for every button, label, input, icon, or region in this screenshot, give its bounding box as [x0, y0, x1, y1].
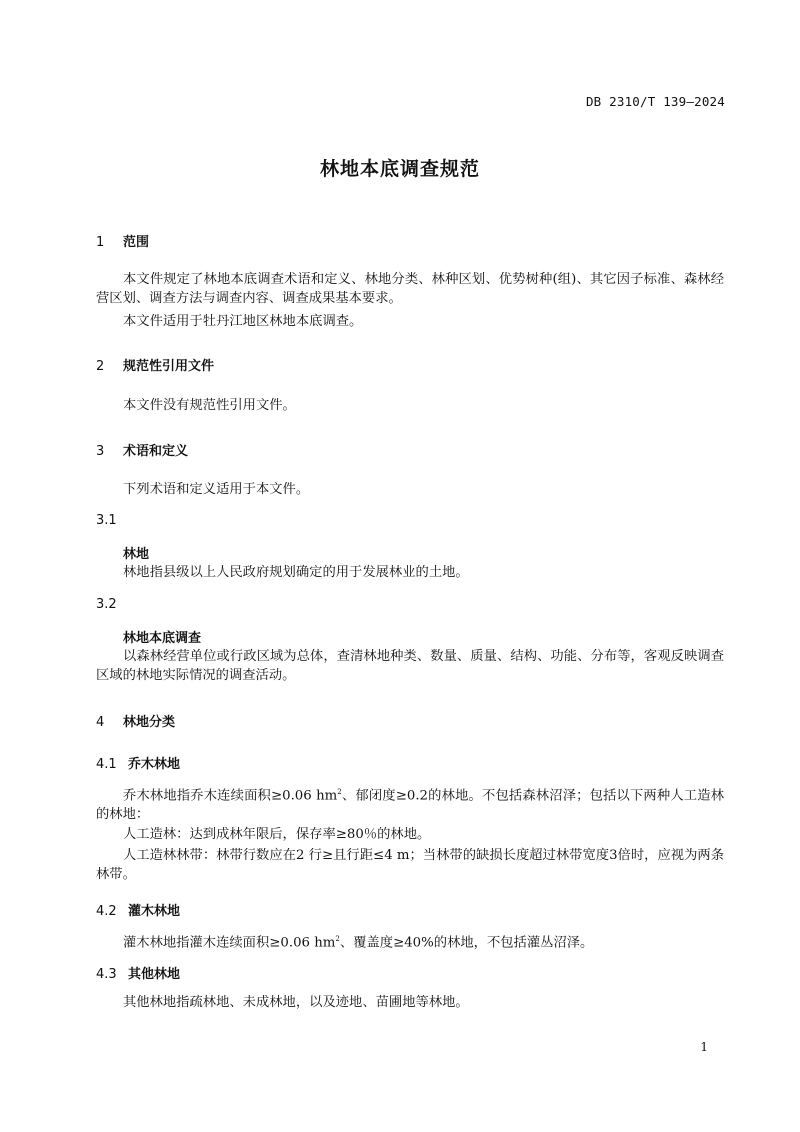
section-2-heading	[96, 355, 214, 374]
section-title: 灌木林地	[128, 904, 181, 919]
section-number: 4.3	[96, 967, 117, 982]
section-number: 4	[96, 715, 105, 730]
document-title: 林地本底调查规范	[319, 158, 480, 180]
term-3-1-number: 3.1	[96, 513, 117, 528]
superscript: 2	[335, 935, 340, 943]
term-3-1-definition: 林地指县级以上人民政府规划确定的用于发展林业的土地。	[123, 565, 469, 580]
section-4-2-paragraph-1: 灌木林地指灌木连续面积≥0.06 $hm^2$、覆盖度≥40%的林地，不包括灌丛沼泽。	[123, 935, 594, 951]
section-4-1-paragraph-2: 人工造林：达到成林年限后，保存率≥80％的林地。	[123, 827, 431, 842]
term-3-1-title: 林地	[123, 547, 150, 562]
section-title: 规范性引用文件	[123, 359, 215, 374]
section-4-1-paragraph-3: 人工造林林带：林带行数应在2 行≥且行距≤4 m；当林带的缺损长度超过林带宽度3倍时，应视为两条林带。	[96, 848, 724, 882]
section-4-heading	[96, 711, 175, 730]
section-1-heading	[96, 231, 149, 250]
section-3-heading	[96, 440, 188, 459]
section-4-3-heading	[96, 963, 180, 982]
section-number: 1	[96, 235, 105, 250]
section-2-paragraph-1: 本文件没有规范性引用文件。	[123, 398, 296, 413]
section-title: 范围	[123, 235, 150, 250]
section-3-paragraph-1: 下列术语和定义适用于本文件。	[123, 482, 310, 497]
superscript: 2	[337, 788, 342, 796]
section-number: 2	[96, 359, 105, 374]
term-3-2-title: 林地本底调查	[123, 631, 202, 646]
standard-code: DB 2310/T 139—2024	[585, 94, 725, 109]
section-4-1-heading	[96, 753, 180, 772]
section-4-2-heading	[96, 900, 180, 919]
section-number: 3	[96, 444, 105, 459]
page-number: 1	[700, 1040, 708, 1054]
section-1-paragraph-2: 本文件适用于牡丹江地区林地本底调查。	[123, 314, 363, 329]
section-title: 林地分类	[123, 715, 176, 730]
section-number: 4.1	[96, 757, 117, 772]
section-1-paragraph-1: 本文件规定了林地本底调查术语和定义、林地分类、林种区划、优势树种(组)、其它因子标准、森林经营区划、调查方法与调查内容、调查成果基本要求。	[96, 272, 724, 306]
section-title: 乔木林地	[128, 757, 181, 772]
section-4-1-paragraph-1: 乔木林地指乔木连续面积≥0.06 $hm^2$、郁闭度≥0.2的林地。不包括森林沼泽；包括以下两种人工造林的林地：	[96, 788, 724, 823]
section-number: 4.2	[96, 904, 117, 919]
term-3-2-definition: 以森林经营单位或行政区域为总体，查清林地种类、数量、质量、结构、功能、分布等，客观反映调查区域的林地实际情况的调查活动。	[96, 649, 724, 683]
section-4-3-paragraph-1: 其他林地指疏林地、未成林地，以及迹地、苗圃地等林地。	[123, 995, 469, 1010]
section-title: 其他林地	[128, 967, 181, 982]
term-3-2-number: 3.2	[96, 597, 117, 612]
section-title: 术语和定义	[123, 444, 189, 459]
